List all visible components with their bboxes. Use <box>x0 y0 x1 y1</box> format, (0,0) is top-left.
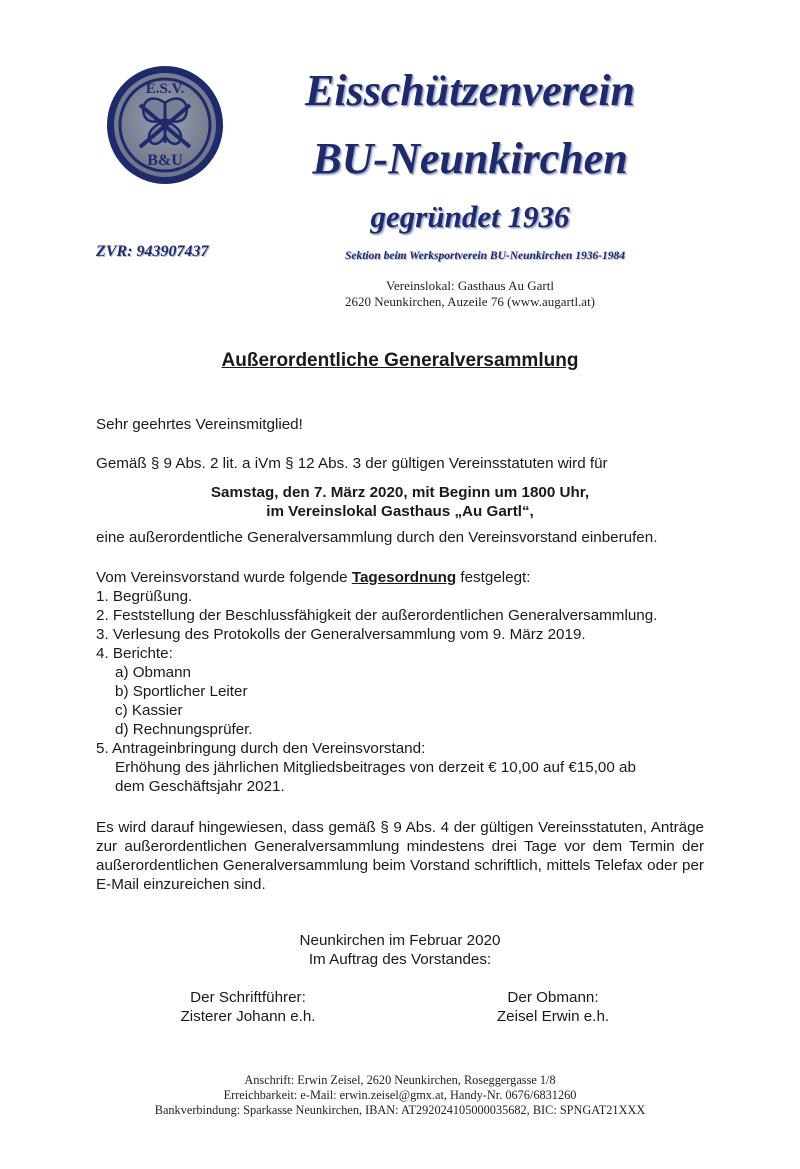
club-logo <box>104 63 226 187</box>
venue-name: Vereinslokal: Gasthaus Au Gartl <box>386 278 554 293</box>
section-note: Sektion beim Werksportverein BU-Neunkirchen 1936-1984 <box>344 250 626 262</box>
submission-notice: Es wird darauf hingewiesen, dass gemäß § 9 Abs. 4 der gültigen Vereinsstatuten, Anträge zur außerordentlichen Generalversammlung mindestens drei Tage vor dem Termin der außerordentlichen Generalversammlung beim Vorstand schriftlich, mittels Telefax oder per E-Mail einzureichen sind. <box>96 819 704 893</box>
agenda-item-detail: Erhöhung des jährlichen Mitgliedsbeitrages von derzeit € 10,00 auf €15,00 ab <box>115 759 636 776</box>
meeting-date: Samstag, den 7. März 2020, mit Beginn um 1800 Uhr, <box>210 484 590 501</box>
signature-secretary <box>108 988 388 1026</box>
zvr-number: ZVR: 943907437 <box>96 243 209 260</box>
agenda-keyword: Tagesordnung <box>351 569 457 586</box>
footer-bank: Bankverbindung: Sparkasse Neunkirchen, IBAN: AT292024105000035682, BIC: SPNGAT21XXX <box>154 1103 646 1117</box>
logo-text-bottom: B&U <box>147 152 183 169</box>
venue-address: 2620 Neunkirchen, Auzeile 76 (www.augartl.at) <box>344 294 596 309</box>
signature-name: Zisterer Johann e.h. <box>180 1008 316 1025</box>
agenda-intro-after: festgelegt: <box>456 569 531 586</box>
signature-name: Zeisel Erwin e.h. <box>496 1008 610 1025</box>
signature-role: Der Schriftführer: <box>190 989 306 1006</box>
meeting-place: im Vereinslokal Gasthaus „Au Gartl“, <box>266 503 534 520</box>
greeting: Sehr geehrtes Vereinsmitglied! <box>96 416 303 433</box>
agenda-list <box>96 587 657 796</box>
agenda-subitem: a) Obmann <box>115 664 191 681</box>
agenda-subitem: c) Kassier <box>115 702 183 719</box>
club-title-line2: BU-Neunkirchen <box>312 134 628 183</box>
club-title-line1: Eisschützenverein <box>304 66 636 115</box>
footer-contact: Erreichbarkeit: e-Mail: erwin.zeisel@gmx.at, Handy-Nr. 0676/6831260 <box>223 1088 577 1102</box>
footer-address: Anschrift: Erwin Zeisel, 2620 Neunkirchen, Roseggergasse 1/8 <box>244 1073 556 1087</box>
place-date: Neunkirchen im Februar 2020 <box>299 932 501 949</box>
agenda-subitem: b) Sportlicher Leiter <box>115 683 248 700</box>
intro-text: Gemäß § 9 Abs. 2 lit. a iVm § 12 Abs. 3 der gültigen Vereinsstatuten wird für <box>96 455 608 472</box>
agenda-item: 5. Antrageinbringung durch den Vereinsvorstand: <box>96 740 426 757</box>
agenda-intro <box>96 568 530 587</box>
signature-role: Der Obmann: <box>507 989 599 1006</box>
agenda-item: 4. Berichte: <box>96 645 173 662</box>
agenda-subitem: d) Rechnungsprüfer. <box>115 721 253 738</box>
founded-year: gegründet 1936 <box>370 199 570 234</box>
document-heading: Außerordentliche Generalversammlung <box>221 350 579 371</box>
agenda-intro-before: Vom Vereinsvorstand wurde folgende <box>96 569 352 586</box>
agenda-item: 3. Verlesung des Protokolls der Generalversammlung vom 9. März 2019. <box>96 626 586 643</box>
signature-chairman <box>413 988 693 1026</box>
agenda-item: 1. Begrüßung. <box>96 588 193 605</box>
convene-text: eine außerordentliche Generalversammlung durch den Vereinsvorstand einberufen. <box>96 529 658 546</box>
on-behalf: Im Auftrag des Vorstandes: <box>308 951 492 968</box>
logo-text-top: E.S.V. <box>145 81 185 97</box>
agenda-item: 2. Feststellung der Beschlussfähigkeit der außerordentlichen Generalversammlung. <box>96 607 658 624</box>
agenda-item-detail: dem Geschäftsjahr 2021. <box>115 778 285 795</box>
